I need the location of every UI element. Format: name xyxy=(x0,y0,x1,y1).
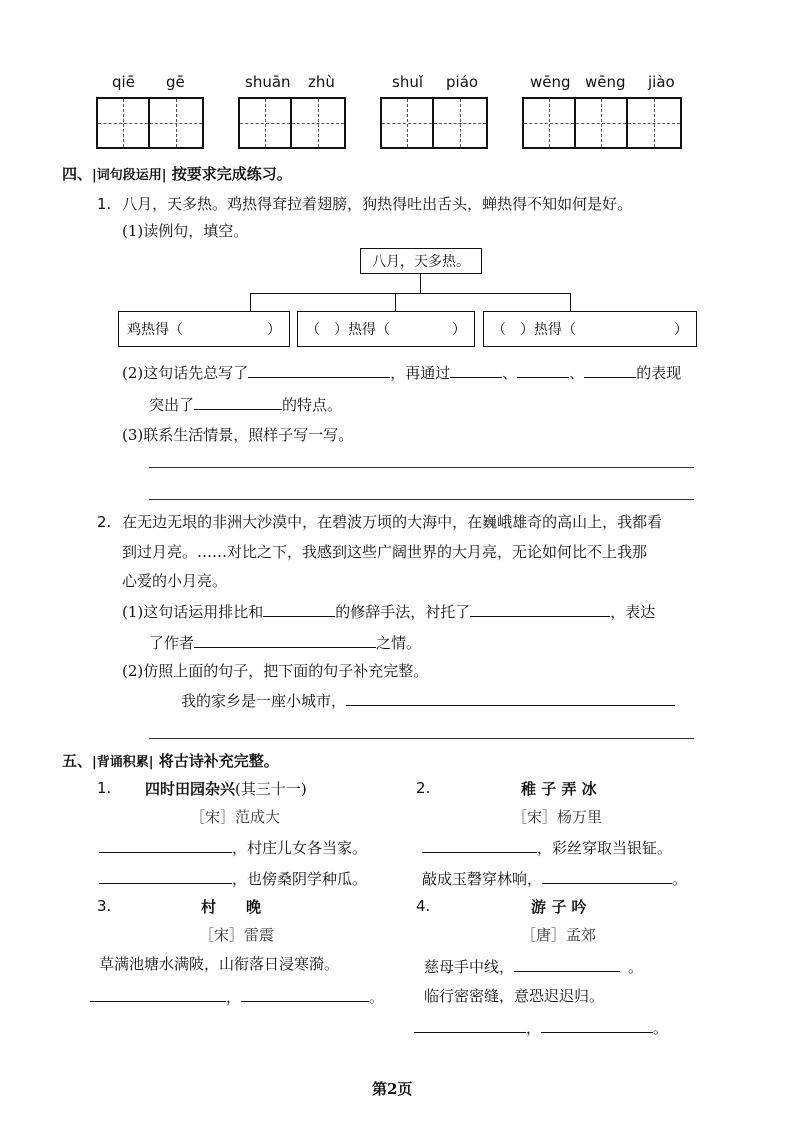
section5-heading xyxy=(62,750,279,771)
poem2-blank1[interactable] xyxy=(422,837,537,853)
diagram-leg-1 xyxy=(250,293,251,311)
q1-sub2-line2: 突出了 的特点。 xyxy=(149,396,343,414)
q2-text-1: 在无边无垠的非洲大沙漠中，在碧波万顷的大海中，在巍峨雄奇的高山上，我都看 xyxy=(122,513,663,531)
poem2-line1: ，彩丝穿取当银钲。 xyxy=(422,837,672,858)
poem1-blank1[interactable] xyxy=(99,837,232,853)
poem2-line2: 敲成玉磬穿林响， 。 xyxy=(422,870,688,888)
diagram-box-3-right: ） xyxy=(674,322,688,338)
diagram-box-2-right: ） xyxy=(452,322,466,338)
q2-sub2: (2)仿照上面的句子，把下面的句子补充完整。 xyxy=(122,662,429,680)
pinyin-3b: piáo xyxy=(446,73,479,91)
q1-text: 八月，天多热。鸡热得耷拉着翅膀，狗热得吐出舌头，蝉热得不知如何是好。 xyxy=(122,195,633,213)
poem1-author: ［宋］范成大 xyxy=(190,808,281,826)
pinyin-3a: shuǐ xyxy=(392,73,423,91)
poem3-blank2[interactable] xyxy=(241,986,369,1002)
poem1-line1: ，村庄儿女各当家。 xyxy=(99,837,367,858)
tianzige-box-2[interactable] xyxy=(238,97,346,149)
tianzige-box-3[interactable] xyxy=(380,97,488,149)
section5-tag: |背诵积累| xyxy=(92,755,154,770)
poem4-line1: 慈母手中线， 。 xyxy=(424,958,644,976)
pinyin-4b: wēng xyxy=(585,73,626,91)
answer-line-3[interactable] xyxy=(149,738,694,739)
section4-number: 四、 xyxy=(62,165,93,183)
q2-line2: 到过月亮。……对比之下，我感到这些广阔世界的大月亮，无论如何比不上我那 xyxy=(122,543,648,561)
answer-line-2[interactable] xyxy=(149,499,694,500)
poem4-line3: ， 。 xyxy=(414,1017,668,1038)
poem4-blank2[interactable] xyxy=(414,1017,526,1033)
poem2-number: 2. xyxy=(416,779,431,797)
poem1-title: 四时田园杂兴(其三十一) xyxy=(145,780,307,798)
diagram-leg-2 xyxy=(395,293,396,311)
blank-contrast[interactable] xyxy=(470,601,610,617)
poem3-author: ［宋］雷震 xyxy=(199,926,275,944)
blank-summary[interactable] xyxy=(248,362,390,378)
section4-title: 按要求完成练习。 xyxy=(171,165,292,183)
poem3-line1: 草满池塘水满陂，山衔落日浸寒漪。 xyxy=(99,955,340,973)
diagram-box-2[interactable] xyxy=(297,311,475,347)
blank-rhetoric[interactable] xyxy=(263,601,335,617)
q2-sub1-line1: (1)这句话运用排比和 的修辞手法，衬托了 ，表达 xyxy=(122,603,656,621)
poem4-blank1[interactable] xyxy=(514,956,620,972)
section5-title: 将古诗补充完整。 xyxy=(158,752,279,770)
q2-sub2-start: 我的家乡是一座小城市， xyxy=(181,690,675,711)
diagram-box-2-left: （ ）热得（ xyxy=(306,322,390,338)
q2-line1 xyxy=(97,511,662,532)
pinyin-1a: qiē xyxy=(112,73,135,91)
blank-detail-1[interactable] xyxy=(450,362,502,378)
poem2-blank2[interactable] xyxy=(542,868,672,884)
diagram-box-3-left: （ ）热得（ xyxy=(492,322,576,338)
q2-line3: 心爱的小月亮。 xyxy=(122,572,228,590)
blank-feature[interactable] xyxy=(194,394,282,410)
pinyin-4a: wēng xyxy=(530,73,571,91)
q1-sub2-line1: (2)这句话先总写了 ，再通过 、 、 的表现 xyxy=(122,364,682,382)
poem1-number: 1. xyxy=(97,779,112,797)
section4-heading xyxy=(62,163,292,184)
diagram-stem xyxy=(420,274,421,293)
q1-sub1: (1)读例句，填空。 xyxy=(122,222,249,240)
poem3-number: 3. xyxy=(97,897,112,915)
diagram-leg-3 xyxy=(570,293,571,311)
poem4-line2: 临行密密缝，意恐迟迟归。 xyxy=(424,987,605,1005)
q1-number: 1. xyxy=(97,195,112,213)
poem1-blank2[interactable] xyxy=(99,868,232,884)
pinyin-2b: zhù xyxy=(308,73,335,91)
poem4-number: 4. xyxy=(416,897,431,915)
tianzige-box-1[interactable] xyxy=(96,97,204,149)
blank-detail-3[interactable] xyxy=(584,362,636,378)
poem2-title: 稚 子 弄 冰 xyxy=(521,780,597,798)
diagram-branch xyxy=(250,293,570,294)
poem3-title: 村 晚 xyxy=(201,898,262,916)
section4-tag: |词句段运用| xyxy=(92,168,167,183)
poem2-author: ［宋］杨万里 xyxy=(512,808,603,826)
tianzige-box-4[interactable] xyxy=(522,97,682,149)
blank-hometown[interactable] xyxy=(346,690,675,706)
pinyin-2a: shuān xyxy=(245,73,291,91)
section5-number: 五、 xyxy=(62,752,93,770)
poem4-author: ［唐］孟郊 xyxy=(521,926,597,944)
q2-sub1-line2: 了作者 之情。 xyxy=(149,634,422,652)
answer-line-1[interactable] xyxy=(149,467,694,468)
q2-number: 2. xyxy=(97,513,112,531)
q1-sub3: (3)联系生活情景，照样子写一写。 xyxy=(122,426,354,444)
page-number: 第2页 xyxy=(372,1080,413,1098)
diagram-box-1[interactable] xyxy=(118,311,290,347)
pinyin-4c: jiào xyxy=(648,73,675,91)
poem1-line2: ，也傍桑阴学种瓜。 xyxy=(99,868,367,889)
diagram-top-box: 八月，天多热。 xyxy=(360,248,482,274)
pinyin-1b: gē xyxy=(166,73,185,91)
diagram-box-3[interactable] xyxy=(483,311,697,347)
poem4-title: 游 子 吟 xyxy=(531,898,587,916)
diagram-box-1-left: 鸡热得（ xyxy=(127,322,183,338)
q1-stem xyxy=(97,193,632,214)
poem4-blank3[interactable] xyxy=(541,1017,653,1033)
blank-feeling[interactable] xyxy=(194,632,376,648)
poem3-line2: ， 。 xyxy=(90,986,384,1007)
blank-detail-2[interactable] xyxy=(517,362,569,378)
poem3-blank1[interactable] xyxy=(90,986,226,1002)
diagram-box-1-right: ） xyxy=(267,322,281,338)
